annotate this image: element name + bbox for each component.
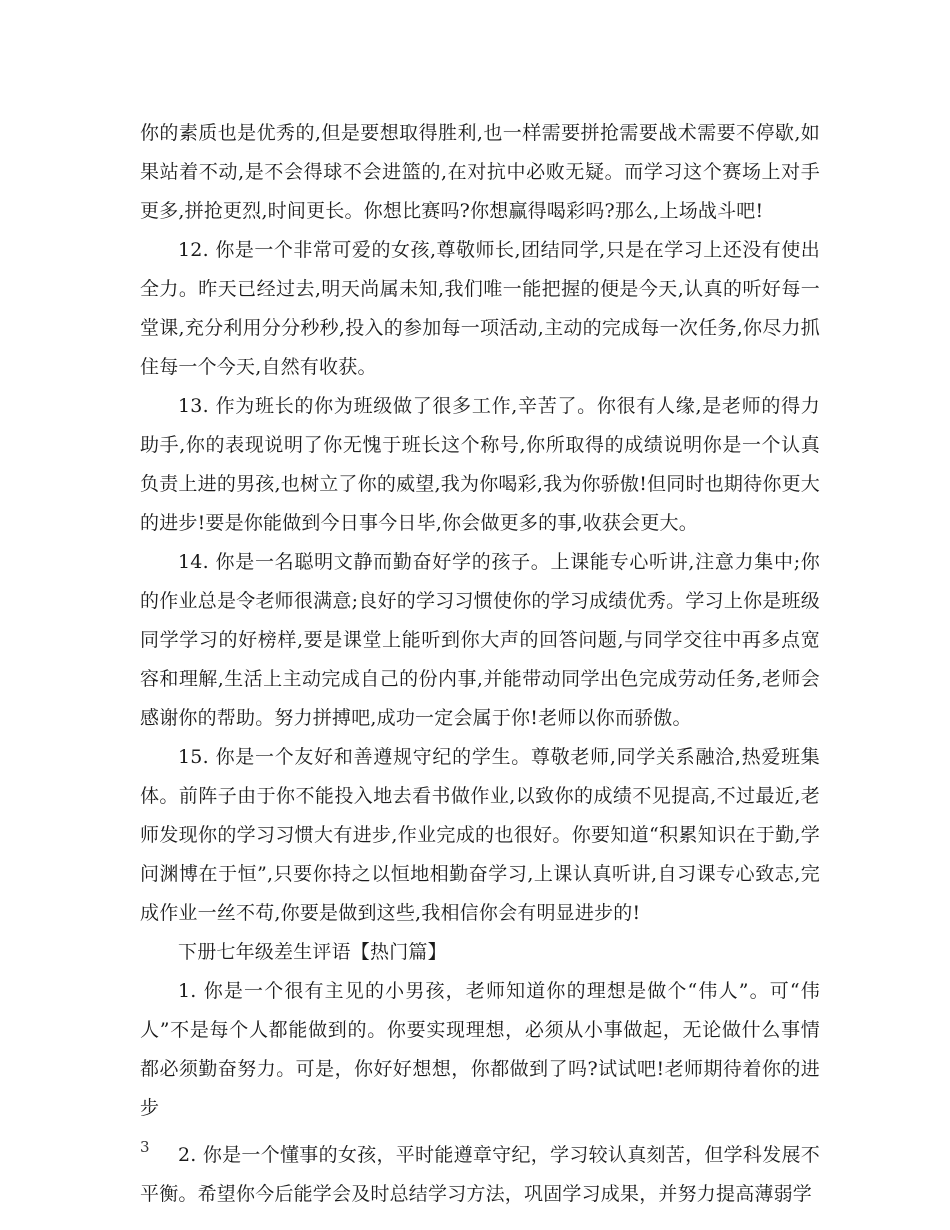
paragraph-comment-15: 15. 你是一个友好和善遵规守纪的学生。尊敬老师,同学关系融洽,热爱班集体。前阵子由于你不能投入地去看书做作业,以致你的成绩不见提高,不过最近,老师发现你的学习习惯大有进步,作业完成的也很好。你要知道“积累知识在于勤,学问渊博在于恒”,只要你持之以恒地相勤奋学习,上课认真听讲,自习课专心致志,完成作业一丝不苟,你要是做到这些,我相信你会有明显进步的! [140, 746, 820, 924]
paragraph-comment-12: 12. 你是一个非常可爱的女孩,尊敬师长,团结同学,只是在学习上还没有使出全力。昨天已经过去,明天尚属未知,我们唯一能把握的便是今天,认真的听好每一堂课,充分利用分分秒秒,投入的参加每一项活动,主动的完成每一次任务,你尽力抓住每一个今天,自然有收获。 [140, 239, 820, 378]
paragraph-comment-14: 14. 你是一名聪明文静而勤奋好学的孩子。上课能专心听讲,注意力集中;你的作业总是令老师很满意;良好的学习习惯使你的学习成绩优秀。学习上你是班级同学学习的好榜样,要是课堂上能听到你大声的回答问题,与同学交往中再多点宽容和理解,生活上主动完成自己的份内事,并能带动同学出色完成劳动任务,老师会感谢你的帮助。努力拼搏吧,成功一定会属于你!老师以你而骄傲。 [140, 551, 820, 729]
paragraph-comment-1: 1. 你是一个很有主见的小男孩，老师知道你的理想是做个“伟人”。可“伟人”不是每个人都能做到的。你要实现理想，必须从小事做起，无论做什么事情都必须勤奋努力。可是，你好好想想，你都做到了吗?试试吧!老师期待着你的进步 [140, 980, 820, 1119]
paragraph-comment-2: 2. 你是一个懂事的女孩，平时能遵章守纪，学习较认真刻苦，但学科发展不平衡。希望你今后能学会及时总结学习方法，巩固学习成果，并努力提高薄弱学 [140, 1144, 820, 1205]
paragraph-comment-13: 13. 作为班长的你为班级做了很多工作,辛苦了。你很有人缘,是老师的得力助手,你的表现说明了你无愧于班长这个称号,你所取得的成绩说明你是一个认真负责上进的男孩,也树立了你的威望,我为你喝彩,我为你骄傲!但同时也期待你更大的进步!要是你能做到今日事今日毕,你会做更多的事,收获会更大。 [140, 395, 820, 534]
page-number: 3 [140, 1138, 150, 1156]
section-heading: 下册七年级差生评语【热门篇】 [178, 941, 447, 963]
document-body [140, 114, 820, 1214]
paragraph-continuation: 你的素质也是优秀的,但是要想取得胜利,也一样需要拼抢需要战术需要不停歇,如果站着不动,是不会得球不会进篮的,在对抗中必败无疑。而学习这个赛场上对手更多,拼抢更烈,时间更长。你想比赛吗?你想赢得喝彩吗?那么,上场战斗吧! [140, 122, 820, 222]
